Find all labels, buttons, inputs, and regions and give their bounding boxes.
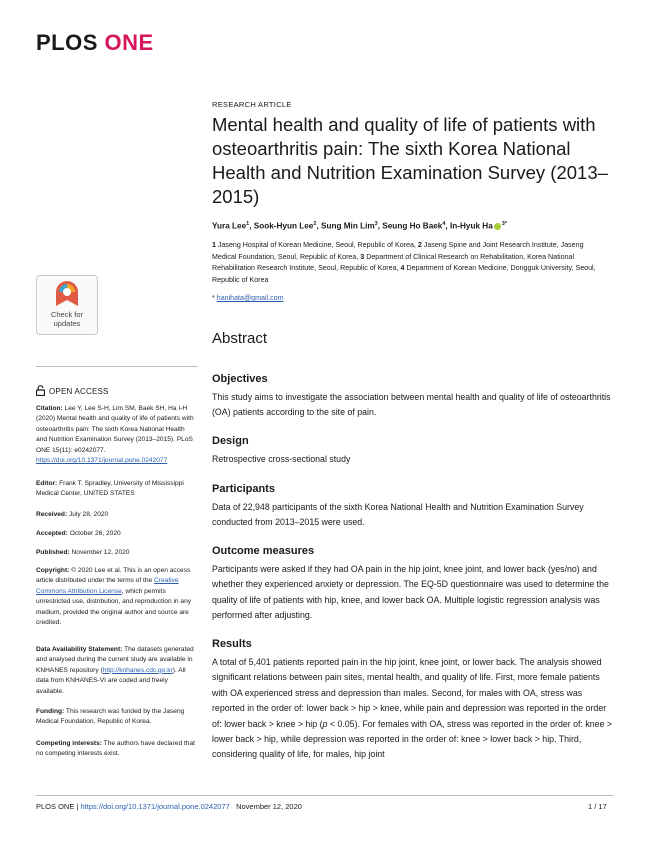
data-availability-text: The datasets generated and analysed during the current study are available in KNHANES repository ( bbox=[36, 646, 194, 674]
email-link[interactable]: hanihata@gmail.com bbox=[216, 294, 284, 302]
competing-interests-label: Competing interests: bbox=[36, 740, 102, 747]
outcome-measures-text: Participants were asked if they had OA pain in the hip joint, knee joint, and lower back (yes/no) and whether they experienced anxiety or depression. The EQ-5D questionnaire was used to determine the quality of life of patients with hip, knee, and lower back OA. Multiple logistic regression analysis was performed after adjusting. bbox=[212, 564, 609, 621]
p-value-symbol: p bbox=[322, 718, 328, 729]
journal-logo bbox=[36, 30, 154, 56]
published-label: Published: bbox=[36, 549, 70, 556]
copyright-label: Copyright: bbox=[36, 567, 70, 574]
results-text-part: A total of 5,401 patients reported pain in the hip joint, knee joint, or lower back. The analysis showed significant relations between pain sites, mental health, and quality of life. First, more female patients with OA experienced stress and depression than males. Second, for males with OA, stress was reported in the order of: lower back > hip > knee, while pain and depression was reported in the order of: lower back > knee > hip ( bbox=[212, 657, 607, 729]
affiliation-number: 4 bbox=[400, 264, 405, 272]
article-title: Mental health and quality of life of patients with osteoarthritis pain: The sixth Korea National Health and Nutrition Examination Survey (2013–2015) bbox=[212, 114, 608, 207]
results-heading: Results bbox=[212, 638, 252, 650]
footer-journal: PLOS ONE bbox=[36, 802, 75, 811]
affiliation-number: 1 bbox=[212, 241, 216, 249]
author-affiliation-mark: 3 bbox=[374, 221, 378, 227]
affiliations bbox=[212, 240, 597, 286]
crossmark-icon bbox=[55, 280, 79, 308]
data-availability-block bbox=[36, 645, 196, 697]
citation-block bbox=[36, 404, 196, 466]
license-link[interactable]: Creative Commons Attribution License bbox=[36, 577, 179, 595]
author-affiliation-mark: 4 bbox=[442, 221, 446, 227]
citation-text: Lee Y, Lee S-H, Lim SM, Baek SH, Ha I-H (2020) Mental health and quality of life of patients with osteoarthritis pain: The sixth Korea National Health and Nutrition Examination Survey (2013–2015). PLoS ONE 15(11): e0242077. bbox=[36, 405, 194, 454]
data-availability-label: Data Availability Statement: bbox=[36, 646, 123, 653]
affiliation-text: Department of Clinical Research on Rehabilitation, Korea National Rehabilitation Research Institute, Seoul, Republic of Korea, bbox=[212, 252, 575, 272]
author-name: In-Hyuk Ha bbox=[449, 221, 493, 231]
affiliation-number: 3 bbox=[360, 252, 365, 261]
received-label: Received: bbox=[36, 511, 68, 518]
orcid-icon[interactable] bbox=[494, 223, 501, 230]
copyright-text: © 2020 Lee et al. This is an open access article distributed under the terms of the bbox=[36, 567, 191, 585]
journal-name-plos: PLOS bbox=[36, 30, 98, 55]
editor-label: Editor: bbox=[36, 480, 58, 487]
affiliation-text: Jaseng Spine and Joint Research Institute, Jaseng Medical Foundation, Seoul, Republic of Korea, bbox=[212, 241, 584, 261]
design-text: Retrospective cross-sectional study bbox=[212, 454, 351, 464]
received-date: July 28, 2020 bbox=[69, 511, 109, 518]
affiliation-text: Department of Korean Medicine, Dongguk University, Seoul, Republic of Korea bbox=[212, 264, 596, 284]
knhanes-link[interactable]: http://knhanes.cdc.go.kr bbox=[102, 666, 173, 674]
citation-label: Citation: bbox=[36, 405, 63, 412]
author-list: Yura Lee$^1$, Sook-Hyun Lee$^2$, Sung Min Lim$^3$, Seung Ho Baek$^4$, In-Hyuk Ha $^{3*}$ bbox=[212, 221, 507, 231]
abstract-heading: Abstract bbox=[212, 330, 268, 347]
open-access-text: OPEN ACCESS bbox=[49, 387, 109, 396]
funding-text: This research was funded by the Jaseng Medical Foundation, Republic of Korea. bbox=[36, 708, 185, 726]
published-block bbox=[36, 548, 196, 558]
author-name: Sung Min Lim bbox=[321, 221, 375, 231]
competing-interests-text: The authors have declared that no competing interests exist. bbox=[36, 740, 195, 758]
participants-text: Data of 22,948 participants of the sixth Korea National Health and Nutrition Examination Survey conducted from 2013–2015 were used. bbox=[212, 502, 584, 528]
author-name: Yura Lee bbox=[212, 221, 247, 231]
sidebar-divider bbox=[36, 366, 198, 367]
accepted-label: Accepted: bbox=[36, 530, 68, 537]
footer-citation bbox=[36, 802, 302, 811]
published-date: November 12, 2020 bbox=[71, 549, 130, 556]
footer-separator: | bbox=[76, 802, 79, 811]
footer-date: November 12, 2020 bbox=[236, 802, 302, 811]
editor-block bbox=[36, 479, 196, 500]
data-availability-text: ). All data from KNHANES-VI are coded and freely available. bbox=[36, 666, 186, 695]
open-lock-icon bbox=[36, 385, 45, 396]
footer-doi-link[interactable]: https://doi.org/10.1371/journal.pone.0242077 bbox=[80, 802, 230, 811]
footer-divider bbox=[36, 795, 614, 796]
affiliation-number: 2 bbox=[417, 241, 422, 249]
funding-block bbox=[36, 707, 196, 728]
citation-doi-link[interactable]: https://doi.org/10.1371/journal.pone.0242077 bbox=[36, 457, 168, 465]
check-for-updates-button[interactable] bbox=[36, 275, 98, 335]
copyright-text: , which permits unrestricted use, distribution, and reproduction in any medium, provided the original author and source are credited. bbox=[36, 587, 192, 627]
results-text-part: < 0.05). For females with OA, stress was reported in the order of: knee > lower back > hip, while depression was reported in the order of: knee > lower back > hip. Third, considering quality of life, for males, hip joint bbox=[212, 718, 612, 760]
accepted-date: October 26, 2020 bbox=[69, 530, 121, 537]
corresponding-email bbox=[212, 294, 284, 302]
email-marker: * bbox=[212, 294, 215, 302]
editor-text: Frank T. Spradley, University of Mississippi Medical Center, UNITED STATES bbox=[36, 480, 184, 498]
design-heading: Design bbox=[212, 435, 249, 447]
received-block bbox=[36, 510, 196, 520]
objectives-text: This study aims to investigate the association between mental health and quality of life of osteoarthritis (OA) patients according to the site of pain. bbox=[212, 392, 611, 418]
accepted-block bbox=[36, 529, 196, 539]
page-number: 1 / 17 bbox=[588, 802, 607, 811]
journal-name-one: ONE bbox=[104, 30, 154, 55]
funding-label: Funding: bbox=[36, 708, 65, 715]
results-text bbox=[212, 655, 612, 763]
outcome-measures-heading: Outcome measures bbox=[212, 545, 315, 557]
article-type: RESEARCH ARTICLE bbox=[212, 100, 292, 109]
affiliation-text: Jaseng Hospital of Korean Medicine, Seoul, Republic of Korea, bbox=[217, 241, 416, 249]
author-affiliation-mark: 1 bbox=[246, 221, 250, 227]
author-affiliation-mark: 3* bbox=[501, 221, 507, 227]
author-name: Sook-Hyun Lee bbox=[253, 221, 314, 231]
objectives-heading: Objectives bbox=[212, 373, 268, 385]
check-for-updates-label: Check for updates bbox=[50, 310, 84, 328]
competing-interests-block bbox=[36, 739, 196, 760]
copyright-block bbox=[36, 566, 196, 628]
author-name: Seung Ho Baek bbox=[382, 221, 443, 231]
author-affiliation-mark: 2 bbox=[313, 221, 317, 227]
open-access-label bbox=[36, 385, 109, 396]
participants-heading: Participants bbox=[212, 483, 275, 495]
